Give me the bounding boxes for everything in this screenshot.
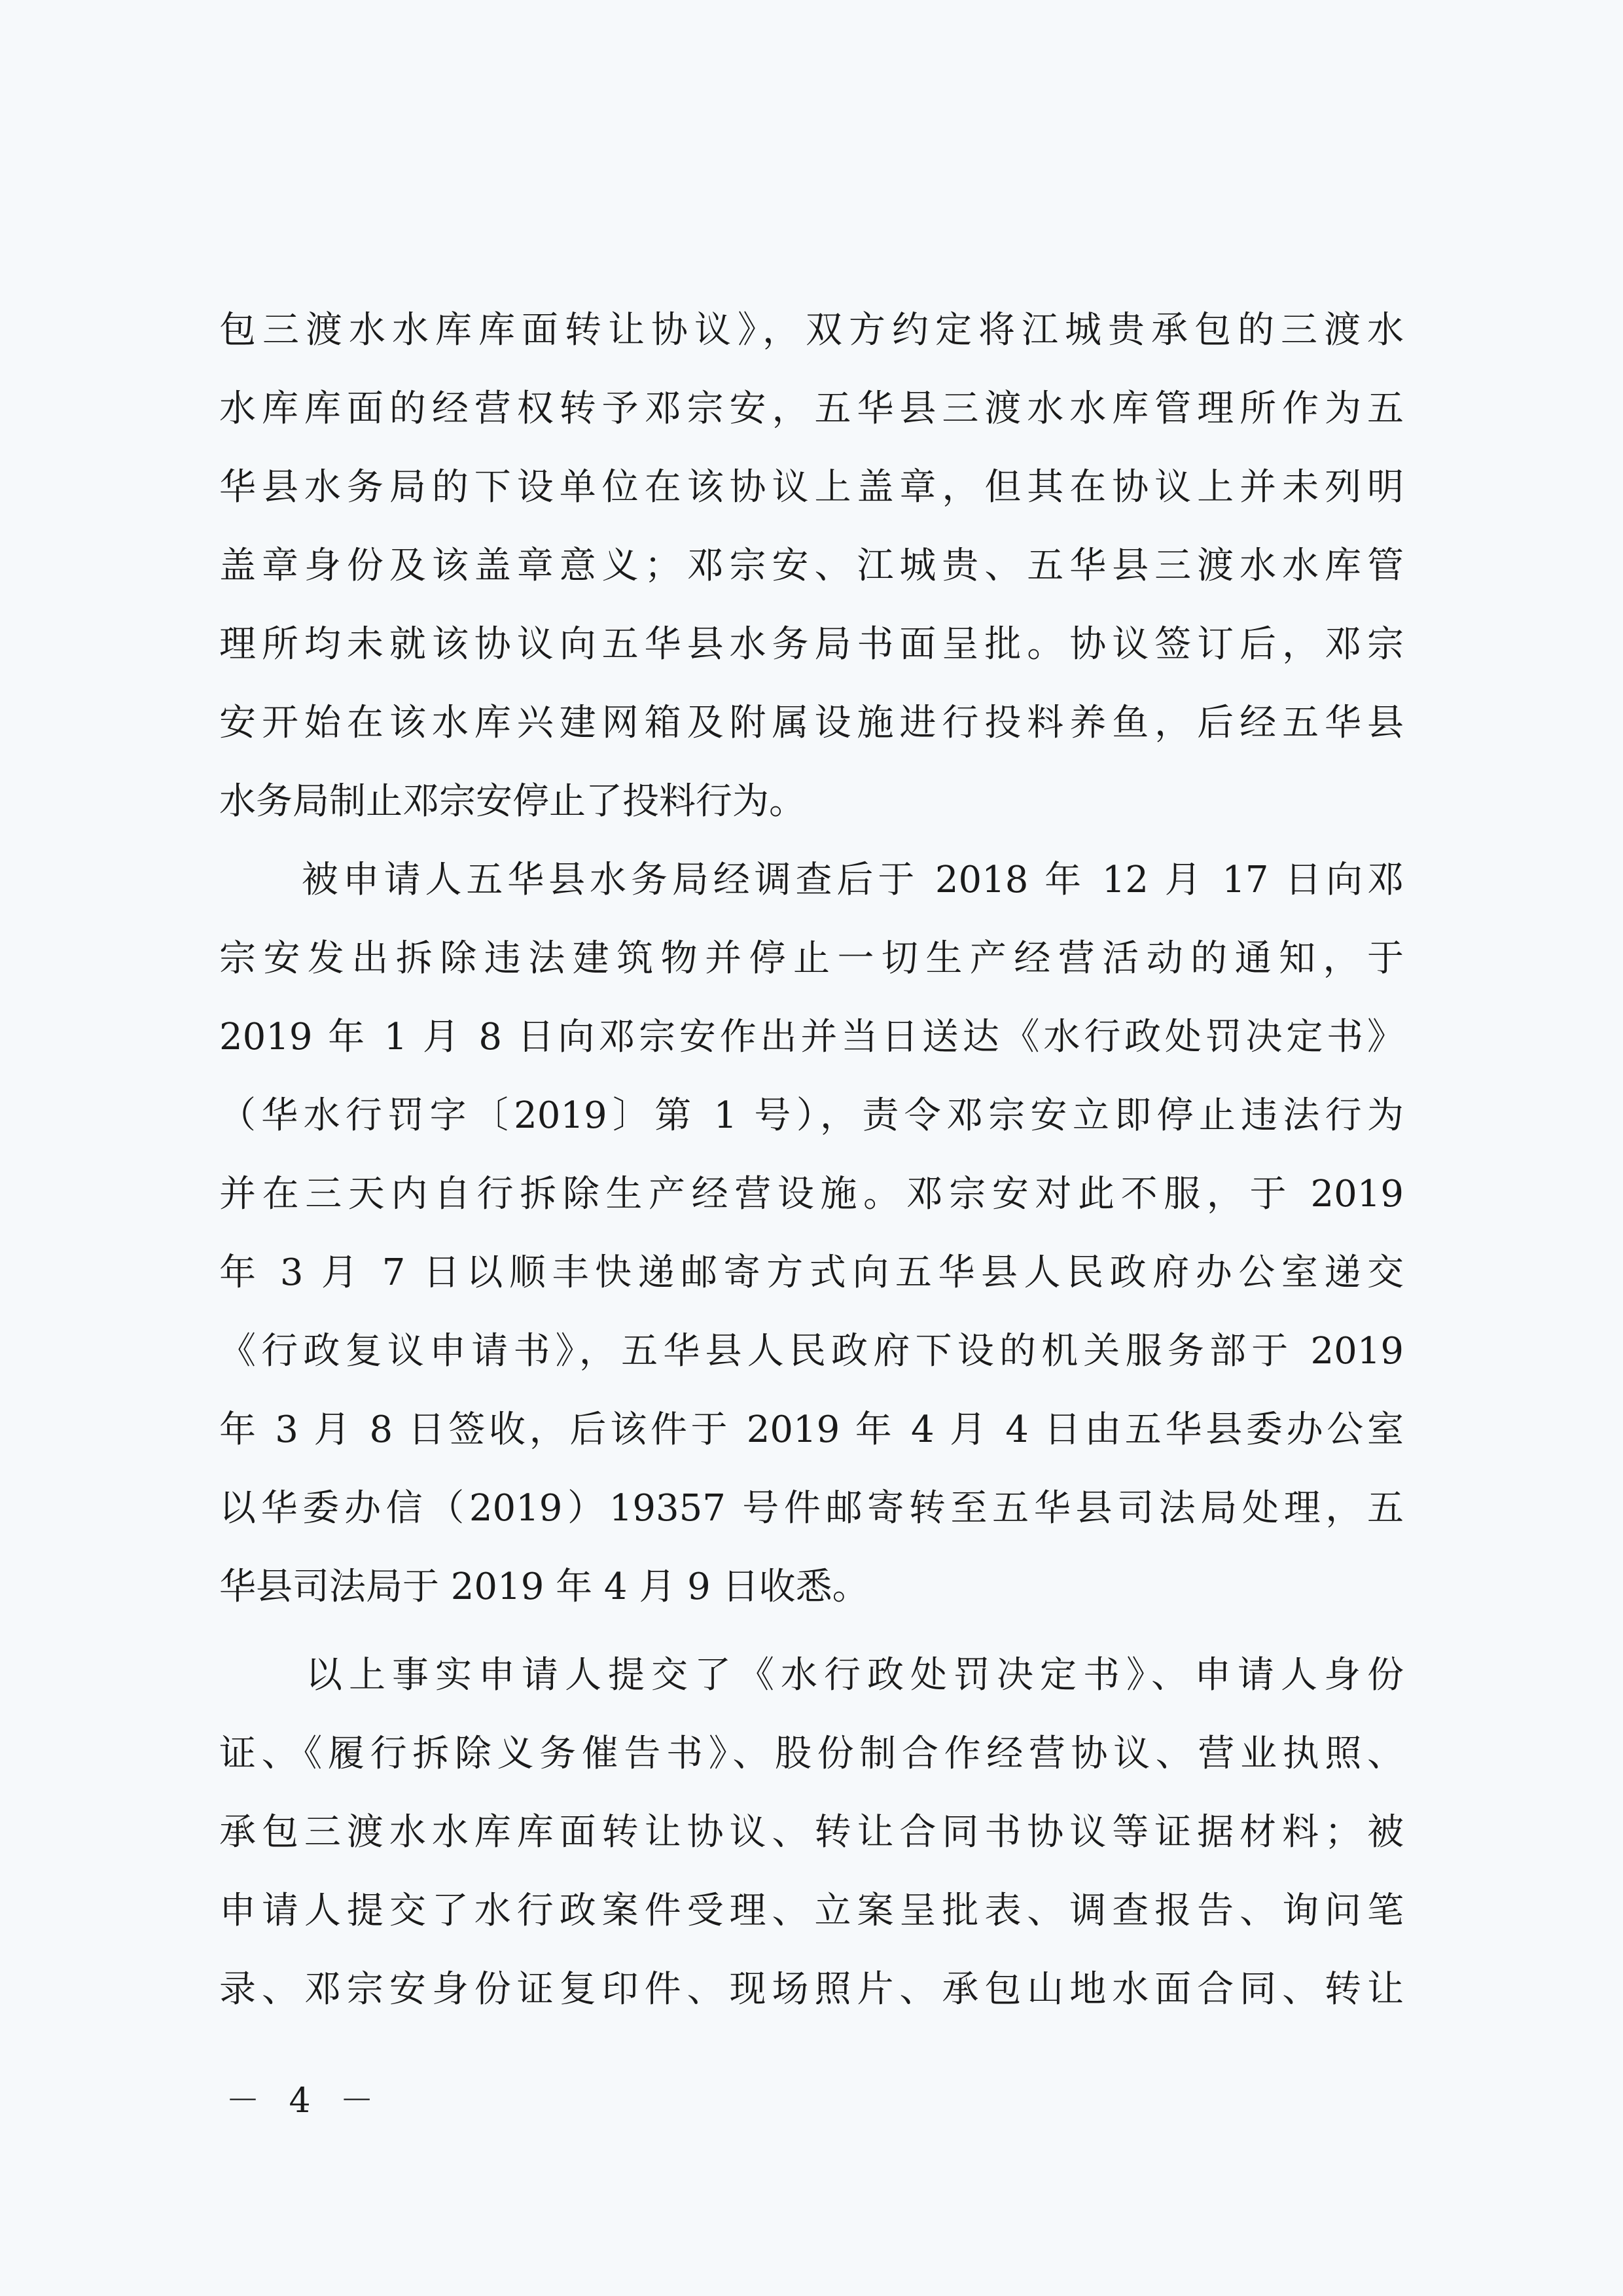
body-line-6: 安开始在该水库兴建网箱及附属设施进行投料养鱼，后经五华县 <box>219 702 1404 744</box>
body-line-2: 水库库面的经营权转予邓宗安，五华县三渡水水库管理所作为五 <box>219 387 1404 430</box>
body-line-18: 以上事实申请人提交了《水行政处罚决定书》、申请人身份 <box>219 1654 1404 1696</box>
body-line-14: 《行政复议申请书》，五华县人民政府下设的机关服务部于 2019 <box>219 1330 1404 1372</box>
body-line-10: 2019 年 1 月 8 日向邓宗安作出并当日送达《水行政处罚决定书》 <box>219 1016 1404 1058</box>
body-line-11: （华水行罚字〔2019〕第 1 号），责令邓宗安立即停止违法行为 <box>219 1094 1404 1137</box>
body-line-19: 证、《履行拆除义务催告书》、股份制合作经营协议、营业执照、 <box>219 1732 1404 1775</box>
page-number: － 4 － <box>226 2081 383 2121</box>
body-line-22: 录、邓宗安身份证复印件、现场照片、承包山地水面合同、转让 <box>219 1968 1404 2011</box>
body-line-16: 以华委办信（2019）19357 号件邮寄转至五华县司法局处理，五 <box>219 1487 1404 1530</box>
body-line-21: 申请人提交了水行政案件受理、立案呈批表、调查报告、询问笔 <box>219 1890 1404 1932</box>
body-line-20: 承包三渡水水库库面转让协议、转让合同书协议等证据材料；被 <box>219 1811 1404 1854</box>
body-line-17: 华县司法局于 2019 年 4 月 9 日收悉。 <box>219 1566 869 1608</box>
body-line-13: 年 3 月 7 日以顺丰快递邮寄方式向五华县人民政府办公室递交 <box>219 1251 1404 1294</box>
body-line-15: 年 3 月 8 日签收，后该件于 2019 年 4 月 4 日由五华县委办公室 <box>219 1408 1404 1451</box>
body-line-8: 被申请人五华县水务局经调查后于 2018 年 12 月 17 日向邓 <box>219 859 1404 901</box>
body-line-9: 宗安发出拆除违法建筑物并停止一切生产经营活动的通知，于 <box>219 937 1404 980</box>
body-line-4: 盖章身份及该盖章意义；邓宗安、江城贵、五华县三渡水水库管 <box>219 545 1404 587</box>
body-line-12: 并在三天内自行拆除生产经营设施。邓宗安对此不服，于 2019 <box>219 1173 1404 1215</box>
body-line-5: 理所均未就该协议向五华县水务局书面呈批。协议签订后，邓宗 <box>219 623 1404 666</box>
body-line-1: 包三渡水水库库面转让协议》，双方约定将江城贵承包的三渡水 <box>219 309 1404 351</box>
body-line-3: 华县水务局的下设单位在该协议上盖章，但其在协议上并未列明 <box>219 466 1404 509</box>
body-line-7: 水务局制止邓宗安停止了投料行为。 <box>219 780 806 823</box>
